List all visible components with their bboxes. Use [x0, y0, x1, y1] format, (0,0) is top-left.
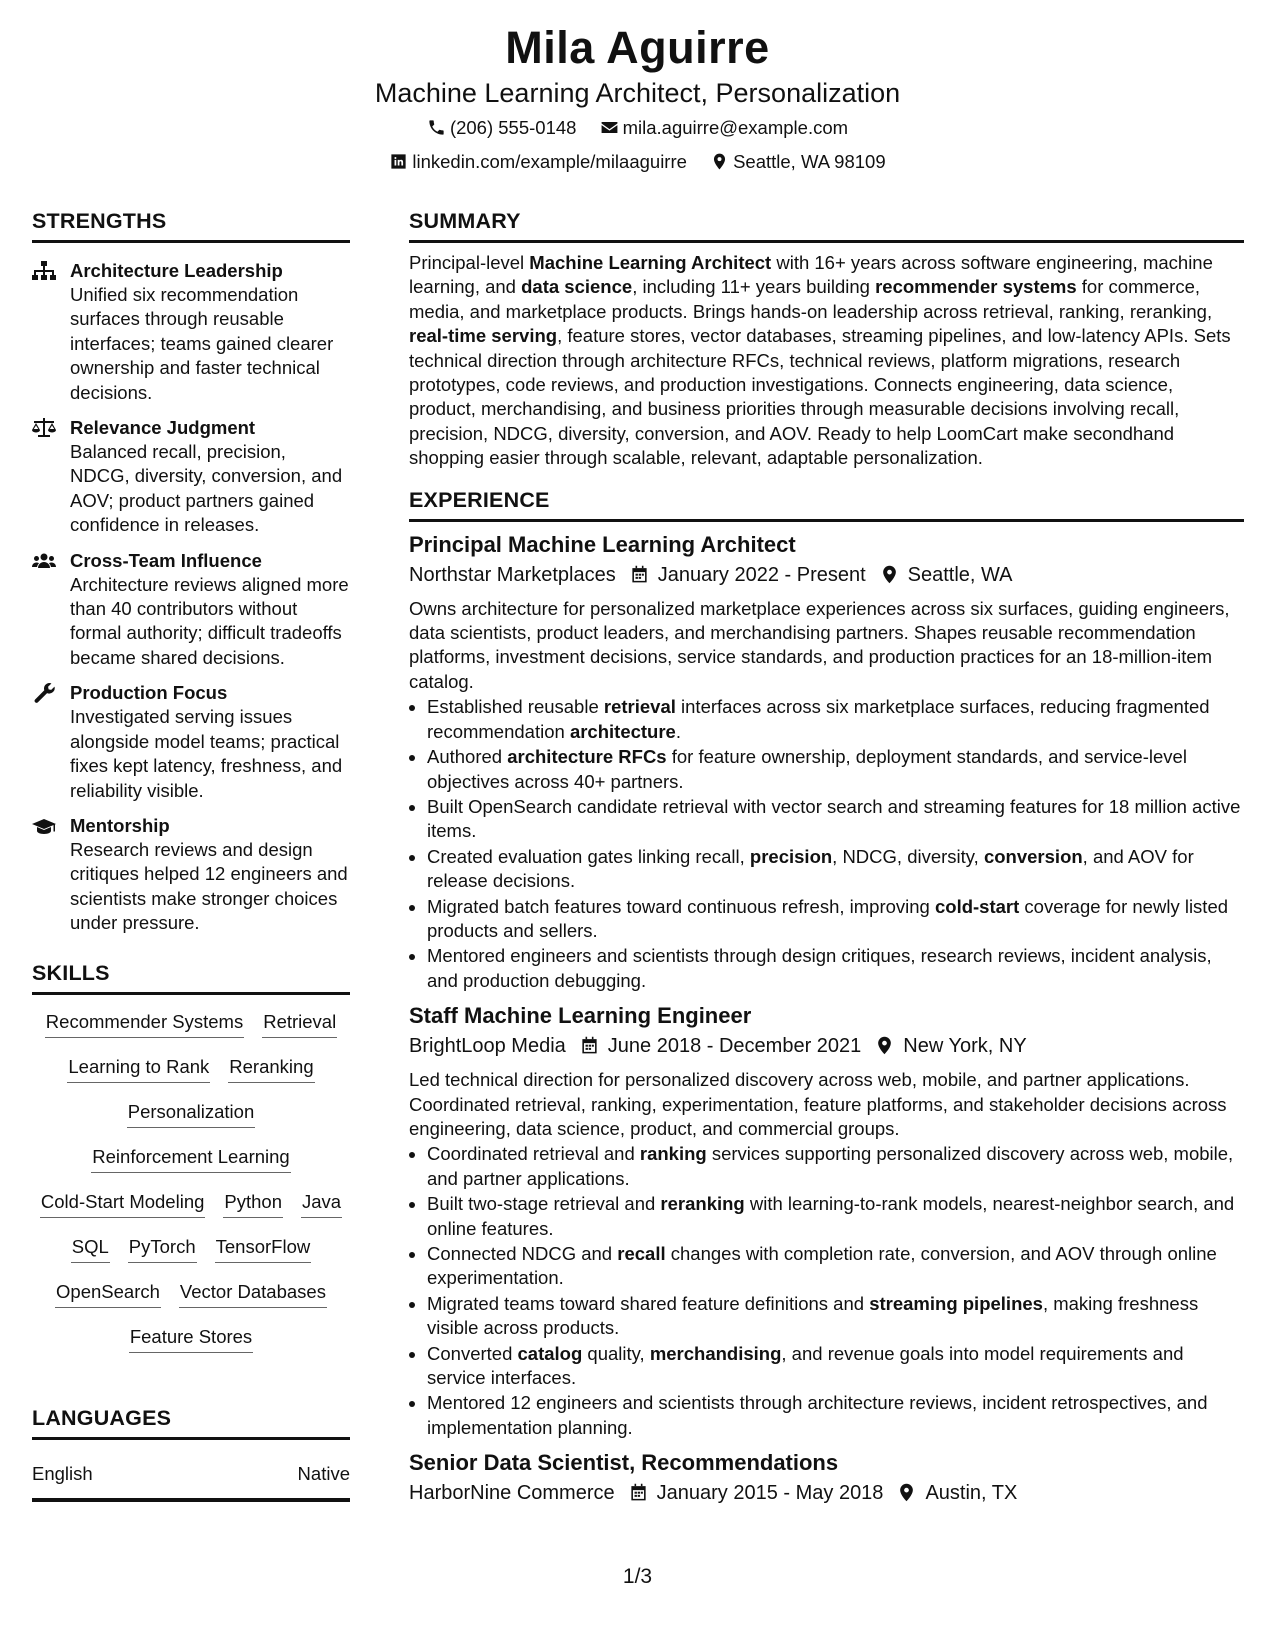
strength-item [32, 259, 350, 405]
list-item: Coordinated retrieval and ranking services supporting personalized discovery across web, mobile, and partner applications. [409, 1142, 1244, 1191]
strength-description: Architecture reviews aligned more than 40 contributors without formal authority; difficult tradeoffs became shared decisions. [70, 573, 349, 668]
strength-title: Production Focus [70, 682, 228, 704]
calendar-icon [630, 565, 649, 584]
list-item: Migrated batch features toward continuous refresh, improving cold-start coverage for newly listed products and sellers. [409, 895, 1244, 944]
list-item: Migrated teams toward shared feature definitions and streaming pipelines, making freshness visible across products. [409, 1292, 1244, 1341]
strength-title: Cross-Team Influence [70, 549, 262, 571]
skill-chip: Reinforcement Learning [91, 1145, 290, 1173]
linkedin-contact[interactable] [389, 146, 687, 178]
skill-chip: Recommender Systems [45, 1010, 244, 1038]
strength-item [32, 549, 350, 671]
skill-chip: Feature Stores [129, 1325, 253, 1353]
job-description: Owns architecture for personalized marketplace experiences across six surfaces, guiding engineers, data scientists, product leaders, and merchandising partners. Shapes reusable recommendation platforms, investment decisions, service standards, and production practices for an 18-million-item catalog. [409, 597, 1230, 692]
job-bullets [409, 695, 1244, 993]
skill-chip: Learning to Rank [67, 1055, 210, 1083]
job-title: Senior Data Scientist, Recommendations [409, 1450, 839, 1476]
strength-description: Unified six recommendation surfaces through reusable interfaces; teams gained clearer ownership and faster technical decisions. [70, 284, 334, 403]
phone-icon [427, 118, 446, 137]
map-pin-icon [875, 1036, 894, 1055]
list-item: Connected NDCG and recall changes with completion rate, conversion, and AOV through online experimentation. [409, 1242, 1244, 1291]
list-item: Mentored 12 engineers and scientists through architecture reviews, incident retrospectives, and implementation planning. [409, 1391, 1244, 1440]
summary-text: Principal-level Machine Learning Architect with 16+ years across software engineering, machine learning, and data science, including 11+ years building recommender systems for commerce, media, and marketplace products. Brings hands-on leadership across retrieval, ranking, reranking, real-time serving, feature stores, vector databases, streaming pipelines, and low-latency APIs. Sets technical direction through architecture RFCs, technical reviews, platform migrations, research prototypes, code reviews, and production investigations. Connects engineering, data science, product, merchandising, and business priorities through measurable decisions involving recall, precision, NDCG, diversity, conversion, and AOV. Ready to help LoomCart make secondhand shopping easier through scalable, relevant, adaptable personalization. [409, 252, 1231, 469]
skill-chip: Personalization [127, 1100, 256, 1128]
strength-title: Architecture Leadership [70, 260, 283, 281]
candidate-name: Mila Aguirre [505, 22, 770, 73]
job-company: BrightLoop Media [409, 1035, 566, 1058]
contact-line-1 [0, 112, 1275, 144]
skill-chip: TensorFlow [215, 1235, 312, 1263]
experience-heading: EXPERIENCE [409, 485, 1244, 522]
languages-heading: LANGUAGES [32, 1403, 350, 1440]
strength-item [32, 814, 350, 936]
calendar-icon [629, 1483, 648, 1502]
linkedin-icon [389, 152, 408, 171]
job-dates: June 2018 - December 2021 [607, 1035, 862, 1058]
location-text: Seattle, WA 98109 [733, 151, 886, 172]
job-company: Northstar Marketplaces [409, 563, 616, 586]
list-item: Built OpenSearch candidate retrieval with vector search and streaming features for 18 million active items. [409, 795, 1244, 844]
list-item: Established reusable retrieval interfaces across six marketplace surfaces, reducing fragmented recommendation architecture. [409, 695, 1244, 744]
phone-text: (206) 555-0148 [449, 117, 577, 138]
resume-header [0, 20, 1275, 178]
job-meta [409, 561, 1244, 589]
skill-chip: Java [301, 1190, 342, 1218]
job-bullets [409, 1142, 1244, 1440]
language-row [32, 1440, 350, 1502]
wrench-icon [32, 683, 56, 703]
strength-description: Research reviews and design critiques helped 12 engineers and scientists make stronger choices under pressure. [70, 838, 348, 934]
job-title: Principal Machine Learning Architect [409, 531, 796, 557]
job-dates: January 2022 - Present [657, 563, 866, 586]
job-entry [409, 1448, 1244, 1507]
skills-list [32, 1003, 350, 1363]
job-title: Staff Machine Learning Engineer [409, 1003, 752, 1029]
skill-chip: PyTorch [128, 1235, 197, 1263]
linkedin-text: linkedin.com/example/milaaguirre [412, 151, 687, 172]
skills-heading: SKILLS [32, 958, 350, 995]
strength-item [32, 416, 350, 538]
page-number: 1/3 [622, 1565, 653, 1588]
job-location: Seattle, WA [907, 563, 1013, 586]
strength-title: Relevance Judgment [70, 417, 256, 439]
job-dates: January 2015 - May 2018 [656, 1482, 884, 1505]
skill-chip: OpenSearch [55, 1280, 161, 1308]
map-pin-icon [897, 1483, 916, 1502]
candidate-title: Machine Learning Architect, Personalization [374, 78, 901, 108]
skill-chip: Reranking [228, 1055, 314, 1083]
graduation-cap-icon [32, 816, 56, 836]
scale-icon [32, 418, 56, 438]
job-description: Led technical direction for personalized discovery across web, mobile, and partner applications. Coordinated retrieval, ranking, experimentation, feature platforms, and stakeholder decisions across engineering, data science, product, and commercial groups. [409, 1069, 1227, 1139]
list-item: Mentored engineers and scientists through design critiques, research reviews, incident analysis, and production debugging. [409, 944, 1244, 993]
skill-chip: Vector Databases [179, 1280, 327, 1308]
job-location: Austin, TX [925, 1482, 1018, 1505]
skill-chip: Retrieval [262, 1010, 337, 1038]
language-name: English [32, 1462, 93, 1484]
envelope-icon [600, 118, 619, 137]
job-entry [409, 530, 1244, 994]
phone-contact[interactable] [427, 112, 577, 144]
job-entry [409, 1001, 1244, 1440]
language-level: Native [297, 1462, 350, 1484]
users-icon [32, 551, 56, 571]
strengths-heading: STRENGTHS [32, 206, 350, 243]
job-meta [409, 1479, 1244, 1507]
skill-chip: Python [223, 1190, 283, 1218]
job-company: HarborNine Commerce [409, 1482, 615, 1505]
job-location: New York, NY [903, 1035, 1027, 1058]
sitemap-icon [32, 261, 56, 281]
list-item: Created evaluation gates linking recall, precision, NDCG, diversity, conversion, and AOV for release decisions. [409, 845, 1244, 894]
summary-heading: SUMMARY [409, 206, 1244, 243]
list-item: Authored architecture RFCs for feature ownership, deployment standards, and service-level objectives across 40+ partners. [409, 745, 1244, 794]
skill-chip: SQL [71, 1235, 110, 1263]
strength-description: Investigated serving issues alongside model teams; practical fixes kept latency, freshness, and reliability visible. [70, 706, 343, 801]
right-column [409, 206, 1244, 1507]
calendar-icon [580, 1036, 599, 1055]
email-text: mila.aguirre@example.com [622, 117, 849, 138]
contact-line-2 [0, 146, 1275, 178]
map-pin-icon [710, 152, 729, 171]
skill-chip: Cold-Start Modeling [40, 1190, 206, 1218]
email-contact[interactable] [600, 112, 848, 144]
list-item: Converted catalog quality, merchandising, and revenue goals into model requirements and service interfaces. [409, 1342, 1244, 1391]
list-item: Built two-stage retrieval and reranking with learning-to-rank models, nearest-neighbor search, and online features. [409, 1192, 1244, 1241]
strength-description: Balanced recall, precision, NDCG, diversity, conversion, and AOV; product partners gained confidence in releases. [70, 441, 343, 536]
job-meta [409, 1032, 1244, 1060]
map-pin-icon [880, 565, 899, 584]
location-contact [710, 146, 886, 178]
left-column [32, 206, 350, 1502]
strength-title: Mentorship [70, 814, 170, 836]
strength-item [32, 681, 350, 803]
